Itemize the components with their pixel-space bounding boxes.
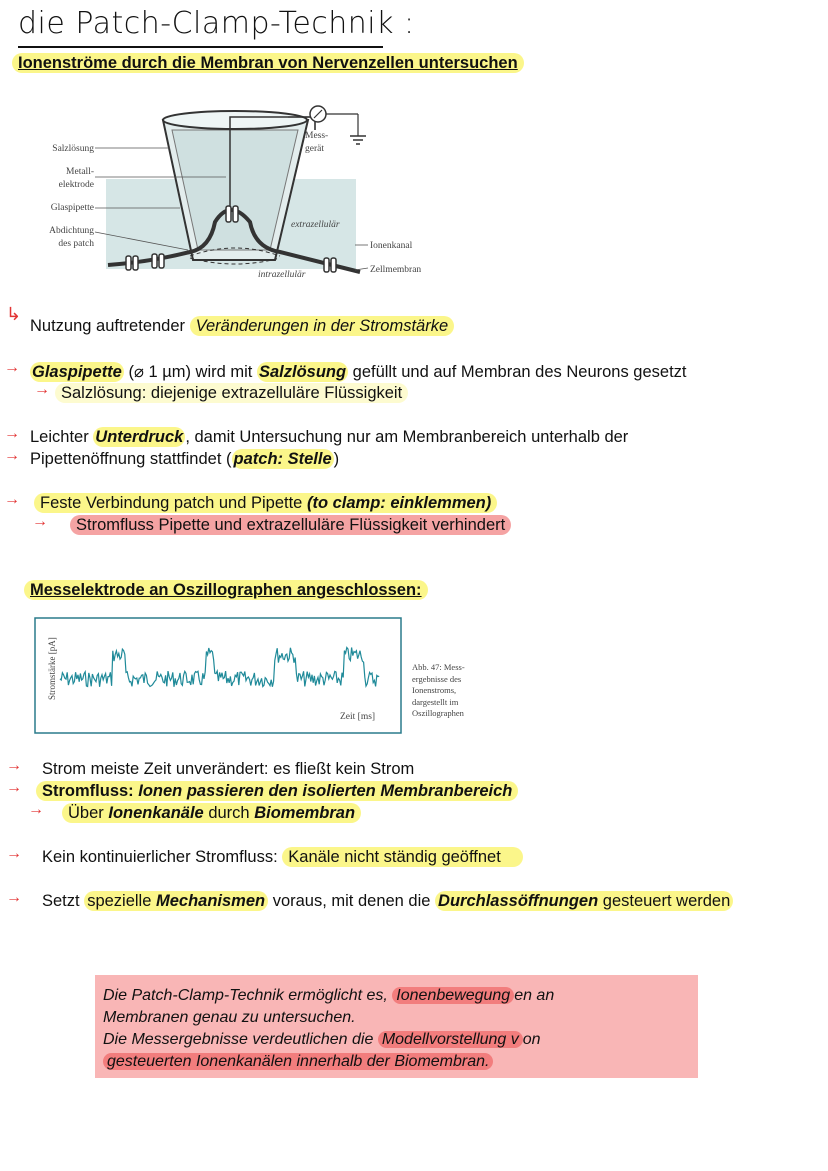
plot-xlabel: Zeit [ms] <box>340 712 376 722</box>
note-salzloesung: Salzlösung: diejenige extrazelluläre Flüssigkeit <box>55 384 408 403</box>
note-nutzung: Nutzung auftretender Veränderungen in der Stromstärke <box>30 317 454 336</box>
title-underline <box>18 46 383 48</box>
arrow-icon: → <box>4 447 20 464</box>
corner-arrow-icon: ↳ <box>6 304 22 324</box>
arrow-icon: → <box>6 779 22 796</box>
patch-clamp-diagram <box>30 100 450 285</box>
arrow-icon: → <box>6 889 22 906</box>
label-abdichtung: Abdichtung <box>49 226 94 236</box>
label-salzloesung: Salzlösung <box>52 144 94 154</box>
plot-caption: Abb. 47: Mess- ergebnisse des Ionenstroms, dargestellt im Oszillographen <box>412 662 465 718</box>
subtitle-text: Ionenströme durch die Membran von Nervenzellen untersuchen <box>12 53 524 73</box>
note-glaspipette: Glaspipette (⌀ 1 µm) wird mit Salzlösung gefüllt und auf Membran des Neurons gesetzt <box>32 363 687 381</box>
note-stromfluss-verhindert: Stromfluss Pipette und extrazelluläre Flüssigkeit verhindert <box>70 516 511 535</box>
arrow-icon: → <box>28 801 44 818</box>
label-metall: Metall- <box>66 167 94 177</box>
label-glaspipette: Glaspipette <box>50 203 94 213</box>
page-title: die Patch-Clamp-Technik : <box>18 6 415 41</box>
label-mess: Mess- <box>305 131 329 141</box>
section-heading-messelektrode: Messelektrode an Oszillographen angeschlossen: <box>24 581 428 600</box>
arrow-icon: → <box>4 491 20 508</box>
label-geraet: gerät <box>305 144 324 154</box>
result-4: Kein kontinuierlicher Stromfluss: Kanäle nicht ständig geöffnet <box>42 848 523 867</box>
result-5: Setzt spezielle Mechanismen voraus, mit denen die Durchlassöffnungen gesteuert werden <box>42 892 733 911</box>
result-1: Strom meiste Zeit unverändert: es fließt kein Strom <box>42 760 415 778</box>
highlight-staerke: Veränderungen in der Stromstärke <box>190 316 455 336</box>
label-intrazellulaer: intrazellulär <box>258 270 306 280</box>
summary-text: Die Patch-Clamp-Technik ermöglicht es, Ionenbewegung en an Membranen genau zu untersuchen. Die Messergebnisse verdeutlichen die Modellvorstellung v on gesteuerten Ionenkanälen innerhalb der Biomembran. <box>103 987 555 1070</box>
label-extrazellulaer: extrazellulär <box>291 220 340 230</box>
plot-ylabel: Stromstärke [pA] <box>47 637 57 700</box>
label-des-patch: des patch <box>58 239 94 249</box>
arrow-icon: → <box>32 513 48 530</box>
arrow-icon: → <box>4 359 20 376</box>
label-zellmembran: Zellmembran <box>370 265 422 275</box>
result-3: Über Ionenkanäle durch Biomembran <box>62 804 361 823</box>
pipette-opening <box>163 111 307 129</box>
arrow-icon: → <box>6 845 22 862</box>
result-2: Stromfluss: Ionen passieren den isolierten Membranbereich <box>36 782 518 801</box>
arrow-icon: → <box>6 757 22 774</box>
note-pipettenoeffnung: Pipettenöffnung stattfindet ( patch: Stelle ) <box>30 450 340 468</box>
arrow-icon: → <box>4 425 20 442</box>
arrow-icon: → <box>34 381 50 398</box>
label-elektrode: elektrode <box>58 180 94 190</box>
label-ionenkanal: Ionenkanal <box>370 241 413 251</box>
page-subtitle <box>12 54 524 73</box>
note-unterdruck: Leichter Unterdruck , damit Untersuchung nur am Membranbereich unterhalb der <box>30 428 629 446</box>
note-feste-verbindung: Feste Verbindung patch und Pipette (to clamp: einklemmen) <box>34 494 497 513</box>
